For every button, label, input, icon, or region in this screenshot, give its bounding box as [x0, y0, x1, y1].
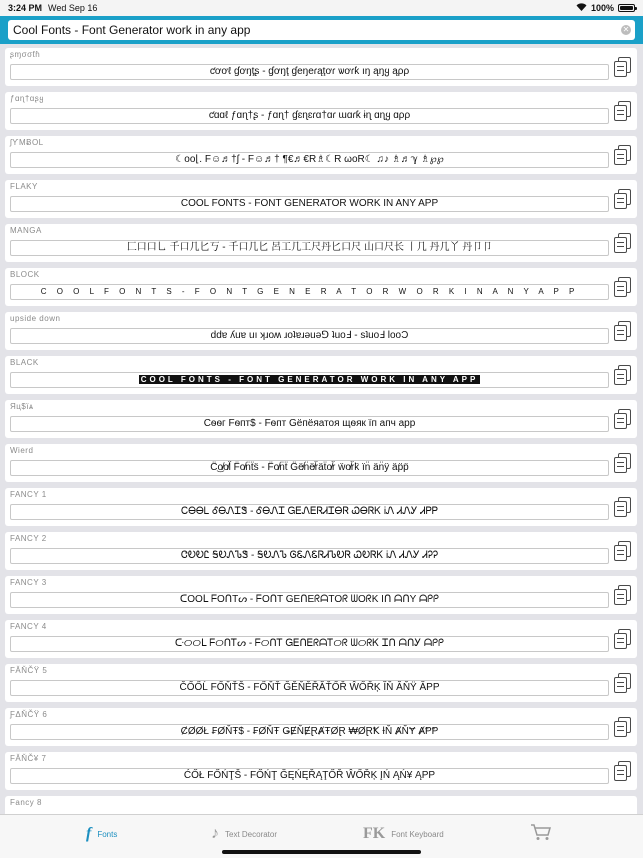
copy-icon[interactable]	[613, 277, 633, 299]
font-result-field[interactable]: ᑢᝪᝪᒪ ᖴᝪᑎᎢᔕ - ᖴᝪᑎᎢ ᏀᎬᑎᎬᖇᗩᎢᝪᖇ ᗯᝪᖇᏦ Ꮖᑎ ᗩᑎᎩ ᗩᑭᑭ	[10, 636, 609, 652]
font-card-fancy-3	[5, 576, 637, 614]
font-name: FĂŇČ¥ 7	[10, 754, 47, 763]
font-name: BLOCK	[10, 270, 40, 279]
copy-icon[interactable]	[613, 145, 633, 167]
font-card-fancy-2	[5, 532, 637, 570]
clear-icon[interactable]: ✕	[622, 25, 630, 34]
copy-icon[interactable]	[613, 57, 633, 79]
font-result-field[interactable]: C̈͜o̸o̸l̈ F̈o̸n̈ẗs̈ - F̈o̸n̈ẗ G̈ë̸n̈ë̸r̈äẗo̸r̈ ẅo̸r̈k̈ ïn̈ än̈ÿ äp̈p̈	[10, 460, 609, 476]
copy-icon[interactable]	[613, 761, 633, 783]
cart-icon	[530, 823, 552, 846]
font-result-text: COOL FONTS - FONT GENERATOR WORK IN ANY APP	[140, 375, 479, 384]
font-result-field[interactable]: ƈɑɑℓ ƒɑɳ†ʂ - ƒɑɳ† ɠɛɳɛɾɑ†ɑɾ ɯɑɾƙ ɨɳ ɑɳყ ɑρρ	[10, 108, 609, 124]
font-name: MANGA	[10, 226, 42, 235]
status-date: Wed Sep 16	[48, 3, 98, 13]
font-card-fantasy	[5, 92, 637, 130]
home-indicator	[222, 850, 421, 854]
search-input[interactable]	[8, 20, 635, 40]
font-name: FLAKY	[10, 182, 38, 191]
copy-icon[interactable]	[613, 717, 633, 739]
copy-icon[interactable]	[613, 629, 633, 651]
copy-icon[interactable]	[613, 233, 633, 255]
font-result-field[interactable]: ČŐŐĹ FŐŇŤŠ - FŐŇŤ ĞĚŇĚŘĂŤŐŘ ŴŐŘĶ ĬŇ ĂŇŸ ĂPP	[10, 680, 609, 696]
fk-icon: FK	[363, 825, 386, 842]
font-result-field[interactable]: ᏟᎾᎾᏞ ᎴᎾᏁᏆᏕ - ᎴᎾᏁᏆ ᏀᎬᏁᎬᏒᏗᏆᎾᏒ ᏇᎾᏒᏦ ᎥᏁ ᏗᏁᎩ ᏗᏢᏢ	[10, 504, 609, 520]
font-card-flaky	[5, 180, 637, 218]
copy-icon[interactable]	[613, 453, 633, 475]
font-name: BLACK	[10, 358, 39, 367]
font-card-fancy-1	[5, 488, 637, 526]
tab-fonts[interactable]	[86, 825, 117, 843]
font-result-field[interactable]: ƈơơℓ ɠơŋţʂ - ɠơŋţ ɠeŋeɾąţơɾ ѡơɾƙ ıŋ ąŋყ ąρρ	[10, 64, 609, 80]
font-result-field[interactable]: ᏣᎧᎧᏝ ᎦᎧᏁᏖᏕ - ᎦᎧᏁᏖ ᎶᏋᏁᏋᏒᏗᏖᎧᏒ ᏇᎧᏒᏦ ᎥᏁ ᏗᏁᎩ ᏗᎮᎮ	[10, 548, 609, 564]
copy-icon[interactable]	[613, 497, 633, 519]
copy-icon[interactable]	[613, 673, 633, 695]
copy-icon[interactable]	[613, 541, 633, 563]
copy-icon[interactable]	[613, 321, 633, 343]
battery-percent: 100%	[590, 3, 614, 13]
tab-cart[interactable]	[530, 823, 552, 846]
status-right	[576, 3, 635, 13]
font-result-field[interactable]: C O O L F O N T S - F O N T G E N E R A T O R W O R K I N A N Y A P P	[10, 284, 609, 300]
font-name: FĂŇČŸ 5	[10, 666, 48, 675]
font-card-block	[5, 268, 637, 306]
font-result-field[interactable]: ddɐ ʎuɐ uı ʞɹoʍ ɹoʇɐɹǝuǝ⅁ ʇuoℲ - sʇuoℲ looƆ	[10, 328, 609, 344]
font-card-manga	[5, 224, 637, 262]
font-result-field[interactable]: ☾oo⌊. F☺♬†ʃ - F☺♬† ¶€♬€R♗☾R ωoR☾ ♫♪ ♗♬ℽ ♗℘℘	[10, 152, 609, 168]
font-name: ʃƳMɃOL	[10, 138, 44, 147]
font-name: FANCY 2	[10, 534, 47, 543]
font-result-field[interactable]: ᑕOOᒪ ᖴOᑎTᔕ - ᖴOᑎT GEᑎEᖇᗩTOᖇ ᗯOᖇK Iᑎ ᗩᑎY ᗩᑭᑭ	[10, 592, 609, 608]
font-card-fancy-5	[5, 664, 637, 702]
font-result-field[interactable]: Сѳѳг Fѳпт$ - Fѳпт Gёпёяатоя щѳяк їп апч app	[10, 416, 609, 432]
font-name: Яц$їѧ	[10, 402, 34, 411]
font-result-field[interactable]: ȻØØŁ ₣ØŇŦ$ - ₣ØŇŦ ǤɆŇɆⱤȺŦØⱤ ₩ØⱤꝀ ƗŇ ȺŇɎ ȺⱣⱣ	[10, 724, 609, 740]
font-card-black	[5, 356, 637, 394]
tab-text-decorator[interactable]	[211, 825, 277, 843]
font-name: Wierd	[10, 446, 34, 455]
f-icon: f	[86, 825, 92, 842]
font-card-smooth	[5, 48, 637, 86]
font-result-field[interactable]: COOL FONTS - FONT GENERATOR WORK IN ANY APP	[10, 196, 609, 212]
font-name: upside down	[10, 314, 61, 323]
font-name: Fancy 8	[10, 798, 42, 807]
status-time: 3:24 PM	[8, 3, 43, 13]
font-card-fancy-4	[5, 620, 637, 658]
font-name: FANCY 4	[10, 622, 47, 631]
copy-icon[interactable]	[613, 365, 633, 387]
font-card-fancy-6	[5, 708, 637, 746]
font-card-upside-down	[5, 312, 637, 350]
copy-icon[interactable]	[613, 189, 633, 211]
battery-icon	[618, 4, 635, 12]
tab-font-keyboard[interactable]	[363, 825, 444, 843]
tab-fonts-label: Fonts	[97, 829, 118, 839]
font-card-symbol	[5, 136, 637, 174]
font-name: ƒɑɳ†ɑʂყ	[10, 94, 44, 103]
font-list	[0, 48, 643, 814]
font-result-field[interactable]: 匚口口乚 千口几匕丂 - 千口几匕 呂工几工尺丹匕口尺 山口尺长 丨几 丹几丫 丹卩卩	[10, 240, 609, 256]
font-name: ƑΔŇČŸ 6	[10, 710, 48, 719]
font-result-field[interactable]: ĆŐŁ FŐŃŢŠ - FŐŃŢ ĞĘŃĘŘĄŢŐŘ ŴŐŘĶ ĮŃ ĄŃ¥ ĄPP	[10, 768, 609, 784]
font-card-fancy-8	[5, 796, 637, 814]
copy-icon[interactable]	[613, 585, 633, 607]
font-name: FANCY 1	[10, 490, 47, 499]
copy-icon[interactable]	[613, 101, 633, 123]
font-card-wierd	[5, 444, 637, 482]
font-card-fancy-7	[5, 752, 637, 790]
font-result-field[interactable]	[10, 372, 609, 388]
search-bar	[0, 16, 643, 44]
tab-font-keyboard-label: Font Keyboard	[391, 829, 444, 839]
font-name: FANCY 3	[10, 578, 47, 587]
status-bar	[0, 0, 643, 16]
tab-text-decorator-label: Text Decorator	[225, 829, 278, 839]
font-card-russian	[5, 400, 637, 438]
font-name: ʂɱσσƭɦ	[10, 50, 41, 59]
copy-icon[interactable]	[613, 409, 633, 431]
wifi-icon	[576, 3, 587, 13]
music-note-icon: ♪	[211, 825, 219, 842]
